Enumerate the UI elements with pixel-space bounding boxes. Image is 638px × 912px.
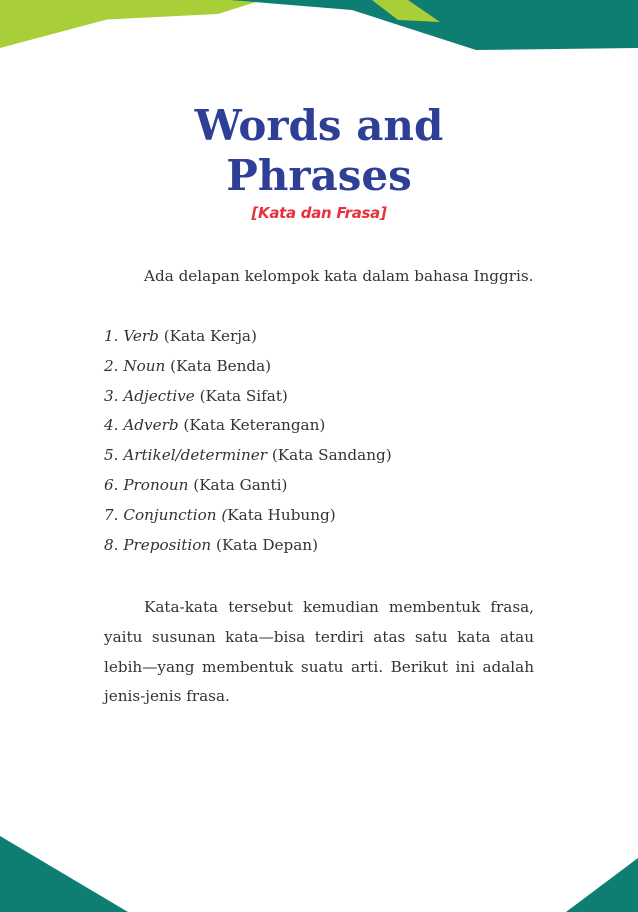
list-item — [104, 382, 534, 412]
item-number: 7. — [104, 505, 119, 524]
item-term: Noun — [123, 356, 166, 375]
item-term: Verb — [123, 327, 159, 345]
page-title-line2: Phrases — [226, 151, 412, 200]
intro-paragraph: Ada delapan kelompok kata dalam bahasa Inggris. — [144, 267, 534, 285]
item-meaning: (Kata Kerja) — [163, 327, 257, 345]
item-number: 4. — [104, 416, 119, 435]
item-meaning: (Kata Sifat) — [199, 386, 288, 405]
item-number: 8. — [104, 535, 119, 554]
item-term: Adjective — [123, 386, 195, 405]
list-item — [104, 441, 534, 471]
closing-paragraph: Kata-kata tersebut kemudian membentuk frasa, yaitu susunan kata—bisa terdiri atas satu kata atau lebih—yang membentuk suatu arti. Berikut ini adalah jenis-jenis frasa. — [104, 598, 534, 706]
list-item — [104, 501, 534, 531]
item-number: 6. — [104, 475, 119, 494]
list-item — [104, 322, 534, 352]
list-item — [104, 411, 534, 441]
bottom-left-teal-shape — [0, 836, 128, 912]
word-class-list — [104, 322, 534, 560]
page-title-line1: Words and — [194, 101, 444, 150]
item-number: 2. — [104, 356, 119, 375]
top-teal-shape — [230, 0, 638, 50]
intro-block — [104, 262, 534, 292]
item-meaning: (Kata Benda) — [170, 356, 272, 375]
item-number: 3. — [104, 386, 119, 405]
item-meaning: (Kata Sandang) — [271, 446, 392, 465]
item-number: 5. — [104, 446, 119, 465]
item-term: Preposition — [123, 535, 212, 554]
bottom-right-teal-shape — [566, 858, 638, 912]
item-term: Pronoun — [123, 475, 189, 494]
item-term: Artikel/determiner — [123, 446, 268, 465]
item-meaning: Kata Hubung) — [227, 505, 336, 524]
list-item — [104, 471, 534, 501]
list-item — [104, 352, 534, 382]
closing-block — [104, 593, 534, 712]
item-number: 1. — [104, 327, 119, 345]
top-left-lime-shape — [0, 0, 180, 48]
item-term: Conjunction ( — [123, 505, 228, 524]
top-right-lime-stripe — [372, 0, 440, 22]
page-subtitle: [Kata dan Frasa] — [251, 204, 387, 222]
item-meaning: (Kata Depan) — [216, 535, 318, 554]
list-item — [104, 531, 534, 561]
item-meaning: (Kata Keterangan) — [183, 416, 326, 435]
item-term: Adverb — [123, 416, 179, 435]
top-lime-stripe — [40, 0, 262, 22]
item-meaning: (Kata Ganti) — [193, 475, 288, 494]
